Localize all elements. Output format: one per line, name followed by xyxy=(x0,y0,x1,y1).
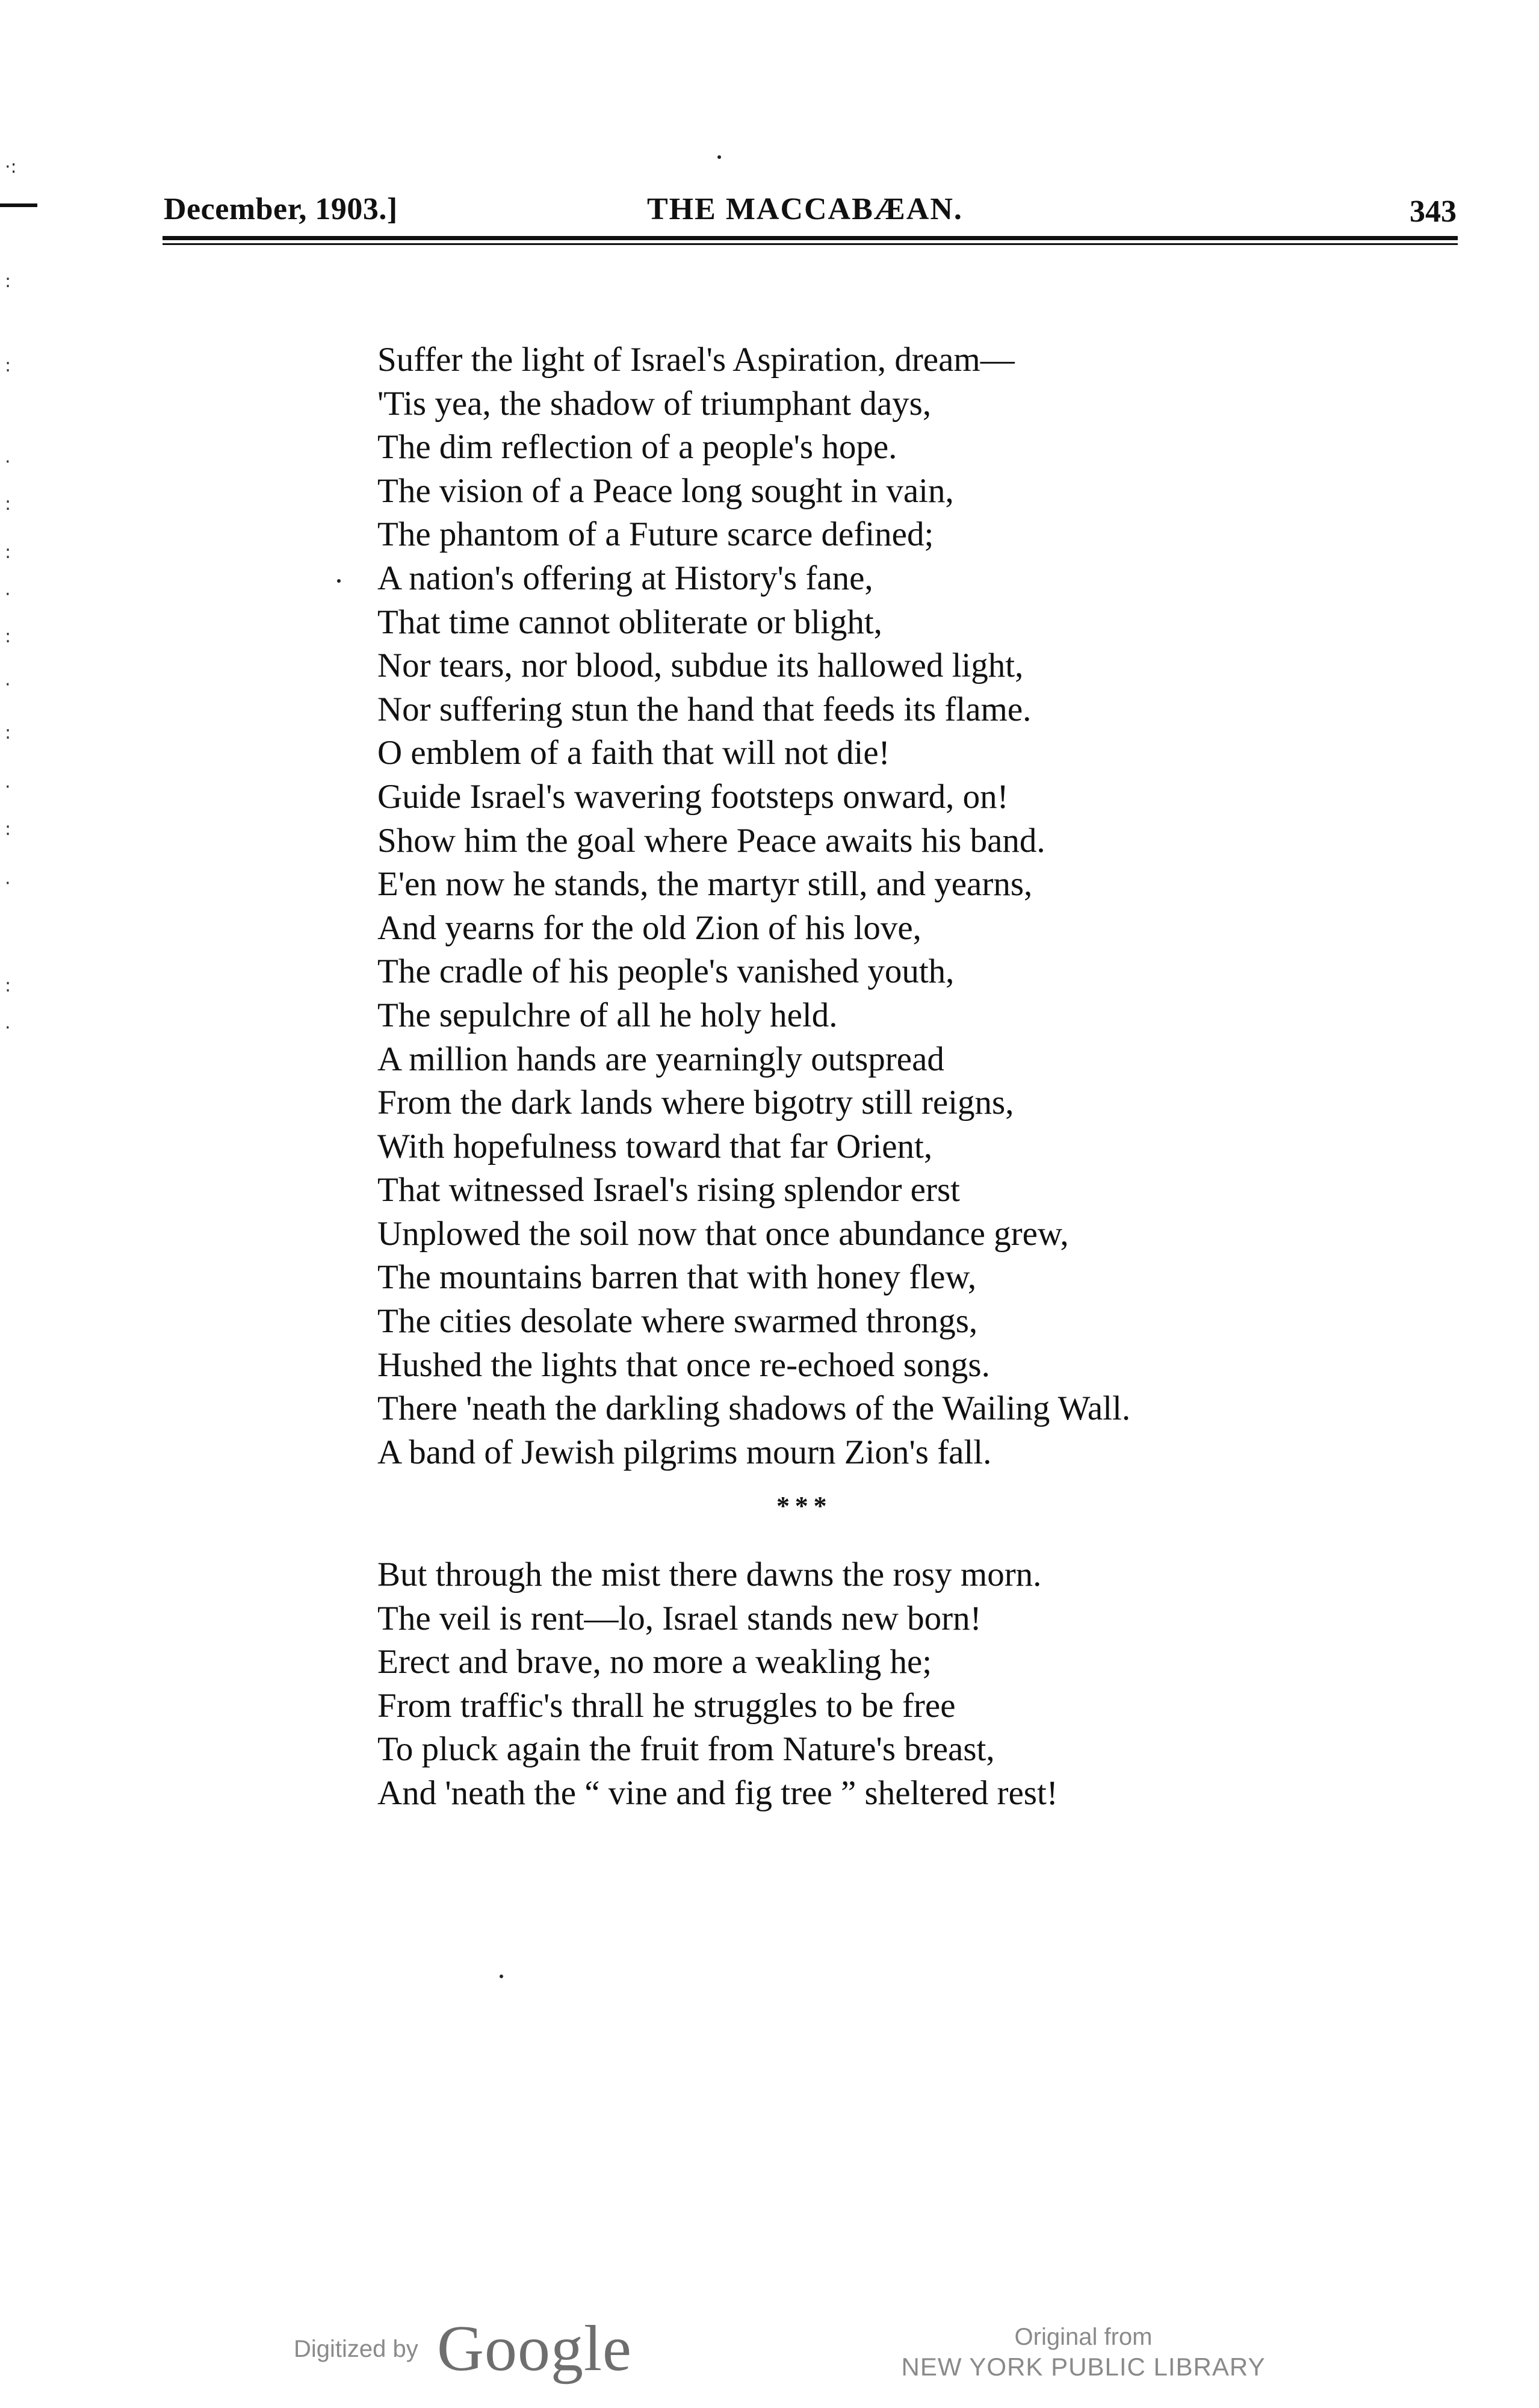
poem-line: O emblem of a faith that will not die! xyxy=(377,734,890,772)
poem-line: That time cannot obliterate or blight, xyxy=(377,603,882,641)
section-asterism: * * * xyxy=(776,1491,827,1521)
poem-line: The sepulchre of all he holy held. xyxy=(377,996,838,1034)
poem-line: Unplowed the soil now that once abundance grew, xyxy=(377,1214,1069,1253)
running-header xyxy=(164,191,1457,234)
print-speck xyxy=(337,579,341,583)
poem-line: A nation's offering at History's fane, xyxy=(377,559,873,597)
poem-line: Nor suffering stun the hand that feeds its flame. xyxy=(377,690,1032,728)
library-name: NEW YORK PUBLIC LIBRARY xyxy=(901,2353,1266,2381)
poem-line: With hopefulness toward that far Orient, xyxy=(377,1127,933,1165)
poem-line: A band of Jewish pilgrims mourn Zion's fall. xyxy=(377,1433,992,1471)
digitized-by-label: Digitized by xyxy=(294,2336,418,2362)
poem-line: The mountains barren that with honey flew, xyxy=(377,1258,977,1297)
poem-line: Hushed the lights that once re-echoed songs. xyxy=(377,1345,990,1384)
poem-line: E'en now he stands, the martyr still, and yearns, xyxy=(377,865,1033,904)
facing-page-rule xyxy=(0,203,37,207)
page-number: 343 xyxy=(1410,194,1457,229)
poem-line: The veil is rent—lo, Israel stands new born! xyxy=(377,1599,982,1637)
poem-line: The phantom of a Future scarce defined; xyxy=(377,515,934,554)
poem-line: From the dark lands where bigotry still reigns, xyxy=(377,1084,1014,1122)
poem-line: The vision of a Peace long sought in vain, xyxy=(377,471,954,510)
poem-line: And 'neath the “ vine and fig tree ” sheltered rest! xyxy=(377,1773,1058,1812)
poem-line: But through the mist there dawns the rosy morn. xyxy=(377,1556,1042,1593)
poem-line: Nor tears, nor blood, subdue its hallowed light, xyxy=(377,647,1024,685)
poem-line: The dim reflection of a people's hope. xyxy=(377,428,897,467)
source-credit xyxy=(897,2323,1270,2383)
print-speck xyxy=(500,1975,503,1978)
poem-line: Erect and brave, no more a weakling he; xyxy=(377,1643,932,1681)
header-rule-thick xyxy=(163,236,1458,240)
poem-line: The cradle of his people's vanished youth, xyxy=(377,952,955,991)
poem-line: A million hands are yearningly outspread xyxy=(377,1040,944,1078)
poem-line: That witnessed Israel's rising splendor erst xyxy=(377,1171,960,1209)
header-rule-thin xyxy=(163,243,1458,245)
poem-line: There 'neath the darkling shadows of the Wailing Wall. xyxy=(377,1389,1131,1428)
poem-stanza-one xyxy=(377,338,1401,1474)
original-from-label: Original from xyxy=(1014,2324,1153,2350)
poem-line: Guide Israel's wavering footsteps onward, on! xyxy=(377,777,1009,816)
google-logo: Google xyxy=(437,2313,632,2385)
poem-line: From traffic's thrall he struggles to be free xyxy=(377,1686,956,1725)
facing-page-bleed-marks: ·: : : · : : · : · : · : · : · xyxy=(5,157,17,1038)
poem-line: Suffer the light of Israel's Aspiration, dream— xyxy=(377,341,1015,379)
journal-title: THE MACCABÆAN. xyxy=(647,192,963,226)
poem-line: Show him the goal where Peace awaits his band. xyxy=(377,821,1045,860)
poem-line: To pluck again the fruit from Nature's breast, xyxy=(377,1730,995,1769)
print-speck xyxy=(717,155,721,159)
header-date: December, 1903.] xyxy=(164,192,398,226)
poem-line: 'Tis yea, the shadow of triumphant days, xyxy=(377,384,932,423)
poem-stanza-two xyxy=(377,1553,1401,1816)
poem-line: The cities desolate where swarmed throngs, xyxy=(377,1302,978,1341)
poem-line: And yearns for the old Zion of his love, xyxy=(377,908,921,947)
